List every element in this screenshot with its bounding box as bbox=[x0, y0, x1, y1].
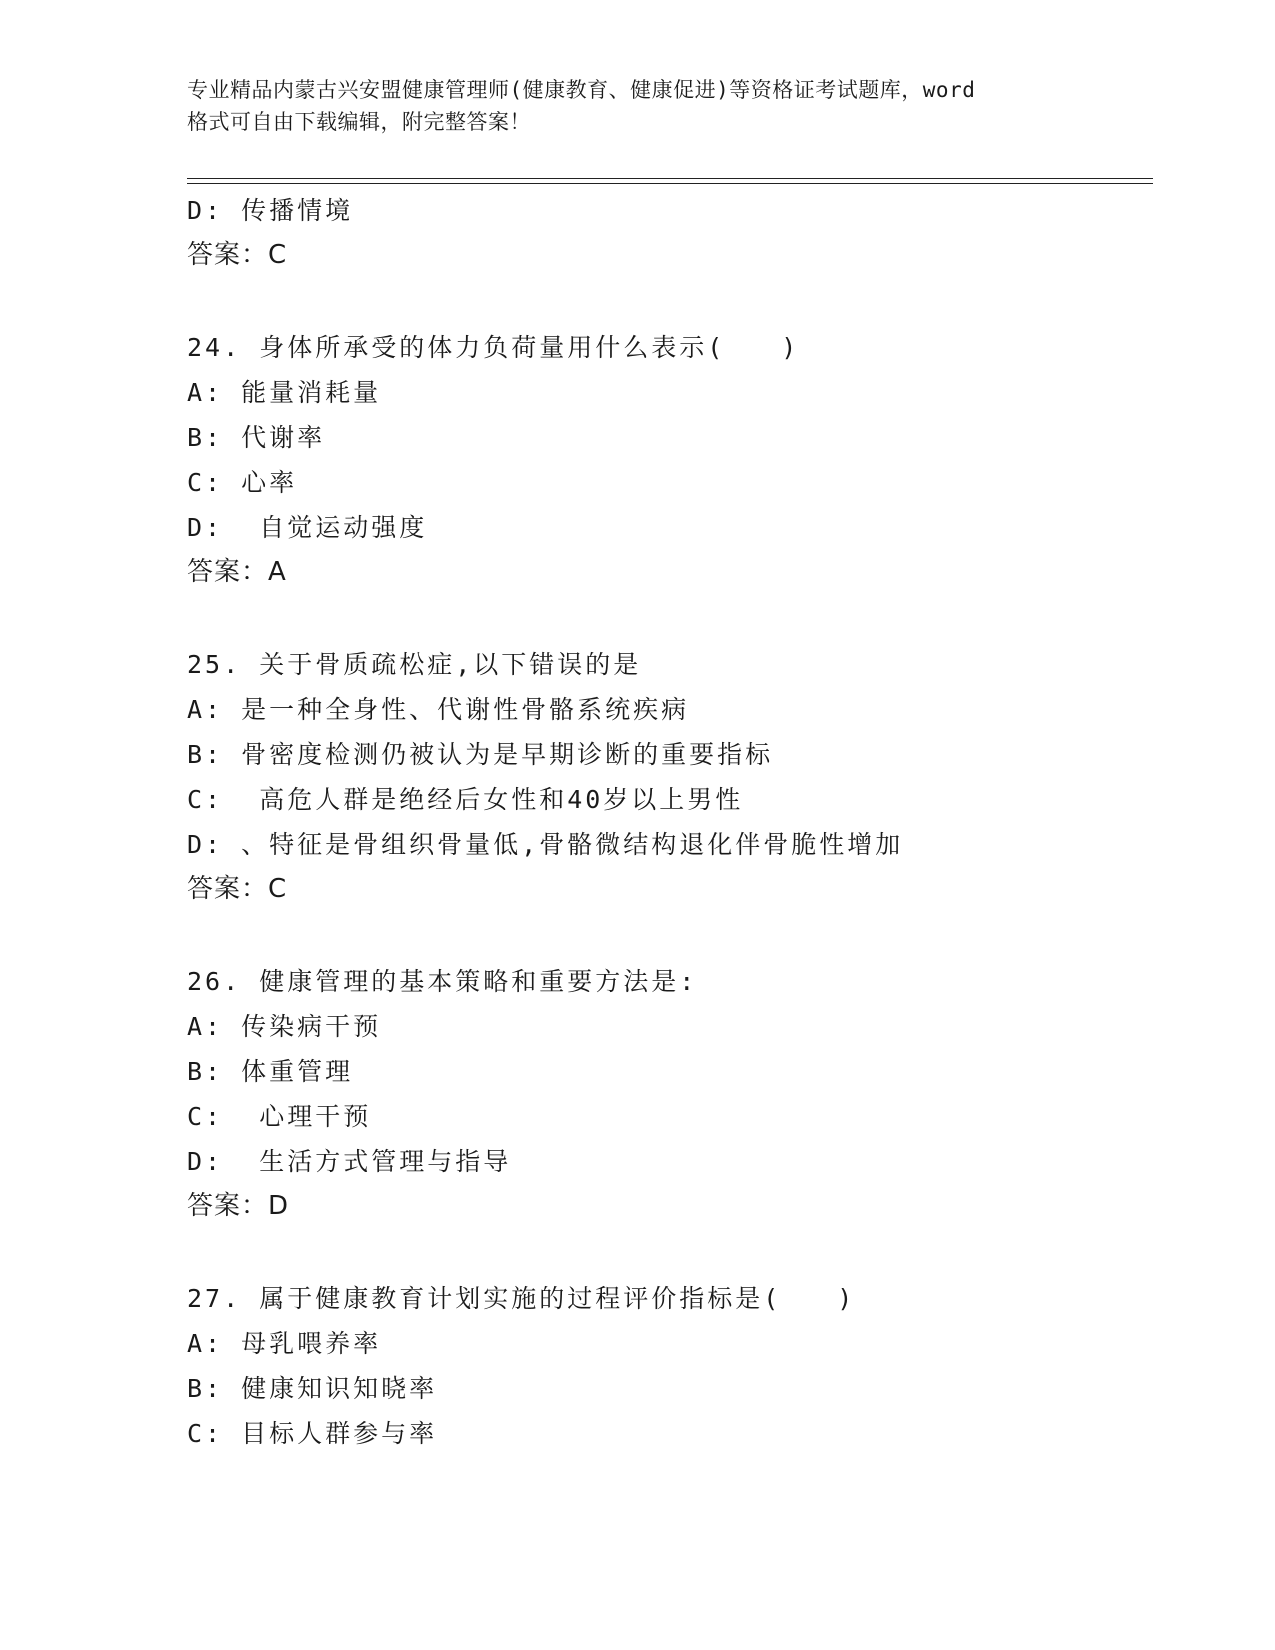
header-divider-top bbox=[187, 178, 1153, 179]
header-line-1: 专业精品内蒙古兴安盟健康管理师(健康教育、健康促进)等资格证考试题库，word bbox=[187, 78, 976, 102]
option-a: A: 是一种全身性、代谢性骨骼系统疾病 bbox=[187, 695, 690, 724]
question-block-25 bbox=[187, 642, 1153, 912]
option-c: C: 目标人群参与率 bbox=[187, 1419, 438, 1448]
option-c: C: 心率 bbox=[187, 468, 298, 497]
option-d: D: 自觉运动强度 bbox=[187, 513, 428, 542]
question-block-prev bbox=[187, 188, 1153, 278]
question-text: 27. 属于健康教育计划实施的过程评价指标是( ) bbox=[187, 1284, 856, 1313]
question-list bbox=[187, 188, 1153, 1456]
option-d: D: 传播情境 bbox=[187, 196, 354, 225]
question-block-26 bbox=[187, 959, 1153, 1229]
header-divider-bottom bbox=[187, 183, 1153, 184]
option-a: A: 能量消耗量 bbox=[187, 378, 382, 407]
answer-text: 答案：C bbox=[187, 240, 288, 270]
option-a: A: 母乳喂养率 bbox=[187, 1329, 382, 1358]
answer-text: 答案：A bbox=[187, 557, 287, 587]
option-d: D: 生活方式管理与指导 bbox=[187, 1147, 512, 1176]
question-text: 24. 身体所承受的体力负荷量用什么表示( ) bbox=[187, 333, 800, 362]
question-text: 25. 关于骨质疏松症,以下错误的是 bbox=[187, 650, 642, 679]
header-line-2: 格式可自由下载编辑，附完整答案！ bbox=[187, 110, 531, 134]
option-c: C: 高危人群是绝经后女性和40岁以上男性 bbox=[187, 785, 744, 814]
option-c: C: 心理干预 bbox=[187, 1102, 372, 1131]
option-b: B: 体重管理 bbox=[187, 1057, 354, 1086]
question-block-24 bbox=[187, 325, 1153, 595]
answer-text: 答案：D bbox=[187, 1191, 290, 1221]
question-block-27 bbox=[187, 1276, 1153, 1456]
answer-text: 答案：C bbox=[187, 874, 288, 904]
option-d: D: 、特征是骨组织骨量低,骨骼微结构退化伴骨脆性增加 bbox=[187, 830, 904, 859]
option-a: A: 传染病干预 bbox=[187, 1012, 382, 1041]
document-header bbox=[187, 74, 1087, 138]
question-text: 26. 健康管理的基本策略和重要方法是: bbox=[187, 967, 698, 996]
option-b: B: 健康知识知晓率 bbox=[187, 1374, 438, 1403]
option-b: B: 代谢率 bbox=[187, 423, 326, 452]
option-b: B: 骨密度检测仍被认为是早期诊断的重要指标 bbox=[187, 740, 774, 769]
